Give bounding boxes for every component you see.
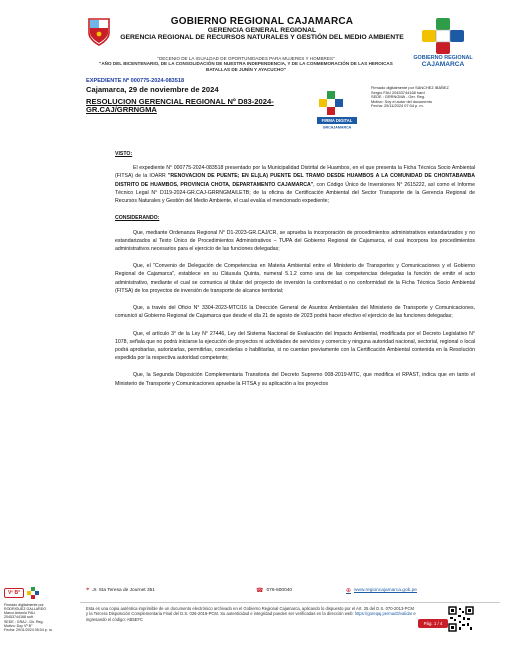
verification-link[interactable]: https://goreqaj.pe/mad3/validar (354, 611, 413, 617)
department-name: GERENCIA REGIONAL DE RECURSOS NATURALES Y GESTIÓN DEL MEDIO AMBIENTE (120, 34, 404, 41)
seal-line1: FIRMA DIGITAL (321, 118, 353, 124)
paragraph-text: Que, mediante Ordenanza Regional N° D1-2023-GR.CAJ/CR, se aprueba la incorporación de procedimientos administrativos estandarizados y no estandarizados al Texto Único de Procedimientos Administrativos – TUPA del Gobierno Regional de Cajamarca, el cual incorpora los procedimientos administrativos necesarios para el ejercicio de las funciones delegadas; (115, 229, 475, 252)
seal-line2: GRCAJAMARCA (322, 125, 352, 130)
paragraph-text: Que, el artículo 3° de la Ley N° 27446, Ley del Sistema Nacional de Evaluación del Impacto Ambiental, modificada por el Decreto Legislativo N° 1078, señala que no podrá iniciarse la ejecución de proyectos ni actividades de servicios y comercio y ninguna autoridad nacional, sectorial, regional o local podrá aprobarlas, autorizarlas, permitirlas, concederlas o habilitarlas, si no cuentan previamente con la Certificación Ambiental contenida en la Resolución expedida por la respectiva autoridad competente; (115, 330, 475, 362)
considerando-paragraph (115, 371, 475, 387)
motto-line2: "AÑO DEL BICENTENARIO, DE LA CONSOLIDACIÓN DE NUESTRA INDEPENDENCIA, Y DE LA CONMEMORACIÓN DE LAS HEROICAS BATALLAS DE JUNÍN Y AYACUCHO" (99, 61, 393, 72)
approval-badge (4, 587, 82, 599)
footer-website[interactable] (346, 587, 417, 594)
sig-line: Motivo: Soy el autor del documento (371, 98, 432, 104)
considerando-paragraph (115, 330, 475, 363)
organization-block (118, 16, 406, 42)
authenticity-note (86, 606, 416, 622)
resolution-title: RESOLUCION GERENCIAL REGIONAL Nº D83-2024-GR.CAJ/GRRNGMA (86, 97, 274, 114)
approval-signature-text (4, 603, 82, 632)
note-text-a: Esta es una copia auténtica imprimible de un documento electrónico archivado en el Gobierno Regional Cajamarca, aplicando lo dispuesto por el Art. 25 del D.S. 070-2013-PCM y la Tercera Disposición Complementaria Final del D.S. 026-2016-PCM. Su autenticidad e integridad pueden ser verificadas en la dirección web: (86, 606, 414, 617)
phone-icon: ☎ (256, 588, 264, 594)
vobo-stamp: Vº B° (4, 588, 24, 598)
visto-heading: VISTO: (115, 151, 133, 157)
document-footer (80, 586, 500, 650)
motto-line1: "DECENIO DE LA IGUALDAD DE OPORTUNIDADES PARA MUJERES Y HOMBRES" (157, 56, 335, 61)
considerando-heading: CONSIDERANDO: (115, 215, 160, 222)
logo-caption (412, 56, 474, 69)
digital-signature-seal-icon (315, 87, 359, 131)
approval-line: Marco Antonio FAU (4, 611, 35, 616)
document-date: Cajamarca, 29 de noviembre de 2024 (86, 85, 219, 94)
approval-line: Motivo: Doy Vº B° (4, 623, 33, 628)
footer-divider (80, 602, 500, 603)
paragraph-text: Que, a través del Oficio N° 3304-2023-MTC/16 la Dirección General de Asuntos Ambientales del Ministerio de Transporte y Comunicaciones, comunicó al Gobierno Regional de Cajamarca que desde el día 21 de agosto de 2023 podrá hacer efectivo el ejercicio de las funciones delegadas; (115, 305, 475, 320)
approval-line: Fecha: 29/11/2024 05:04 p. m. (4, 627, 53, 632)
considerando-paragraph (115, 229, 475, 254)
document-header (0, 0, 505, 78)
page-indicator: Pág. 1 / 4 (418, 619, 448, 628)
note-text-b: e ingresando el código: AB5EFC (86, 611, 416, 622)
paragraph-text: Que, el "Convenio de Delegación de Competencias en Materia Ambiental entre el Ministerio de Transportes y Comunicaciones y el Gobierno Regional de Cajamarca", establece en su Cláusula Quinta, numeral 5.1.2 como una de las competencias delegadas la función de emitir el acto administrativo, mediante el cual se comunica al titular del proyecto de inversión la conformidad o no conformidad de la Ficha Técnica Socio Ambiental (FITSA) de los proyectos de inversión de transporte de alcance territorial; (115, 263, 475, 294)
website-link[interactable]: www.regioncajamarca.gob.pe (354, 588, 417, 593)
logo-caption-line2: CAJAMARCA (421, 60, 465, 68)
motto-block (96, 56, 396, 72)
sig-line: Firmado digitalmente por SANCHEZ IBÁÑEZ (371, 85, 449, 90)
approval-line: 20453744168 soft (4, 615, 33, 620)
approval-line: RODRIGUEZ GALLARDO (4, 607, 47, 612)
visto-text-b: , con Código Único de Inversiones N° 2615222, así como el Informe Técnico Legal N° D119-2024-GR.CAJ-GRRNGMA/LETB; de la oficina de Certificación Ambiental del Sector Transporte de la Gerencia Regional de Recursos Naturales y Gestión del Medio Ambiente, el cual evalúa el mencionado expediente; (115, 181, 475, 205)
qr-code-icon (448, 606, 474, 632)
approval-line: Firmado digitalmente por (4, 603, 44, 607)
location-pin-icon: ⌖ (86, 587, 90, 593)
regional-government-logo-icon (420, 16, 466, 58)
document-body (115, 150, 475, 397)
paragraph-text: Que, la Segunda Disposición Complementaria Transitoria del Decreto Supremo 008-2019-MTC, que modifica el RPAST, indica que en tanto el Ministerio de Transporte y Comunicaciones apruebe la FITSA y su aplicación a los proyectos (115, 372, 475, 387)
footer-contact-row (80, 586, 500, 600)
visto-project-name: "RENOVACION DE PUENTE; EN EL(LA) PUENTE DEL TRAMO DESDE HUAMBOS A LA COMUNIDAD DE CHONTABAMBA DISTRITO DE HUAMBOS, PROVINCIA CHOTA, DEPARTAMENTO CAJAMARCA" (115, 173, 476, 188)
document-meta (86, 78, 286, 113)
phone-text: 076-600040 (266, 588, 293, 593)
footer-address (86, 587, 155, 594)
organization-name: GOBIERNO REGIONAL CAJAMARCA (170, 16, 354, 27)
globe-icon: ⊕ (346, 588, 352, 594)
logo-caption-line1: GOBIERNO REGIONAL (413, 55, 473, 61)
sig-line: Sergio FAU 20453744168 hard (371, 89, 425, 95)
address-text: Jr. Sta Teresa de Journet 351 (92, 588, 155, 593)
considerando-paragraph (115, 304, 475, 320)
division-name: GERENCIA GENERAL REGIONAL (207, 27, 317, 34)
approval-line: SEDE : GRAJ - Dir. Reg. (4, 619, 44, 624)
visto-paragraph (115, 164, 475, 205)
approval-signature (4, 587, 82, 632)
sig-line: Fecha: 29/11/2024 07:04 p. m. (371, 103, 424, 109)
peru-coat-of-arms-icon (86, 17, 112, 47)
digital-signature-text (371, 86, 491, 109)
footer-phone (256, 587, 292, 594)
considerando-paragraph (115, 262, 475, 295)
sig-line: SEDE : GRRNGMA - Ger. Reg. (371, 94, 426, 100)
visto-text-a: El expediente N° 000775-2024-083518 presentado por la Municipalidad Distrital de Huambos, en el que presenta la Ficha Técnica Socio Ambiental (FITSA) de la IOARR (115, 165, 475, 180)
expediente-number: EXPEDIENTE Nº 000775-2024-083518 (86, 78, 185, 84)
regional-logo-small-icon (26, 587, 40, 599)
